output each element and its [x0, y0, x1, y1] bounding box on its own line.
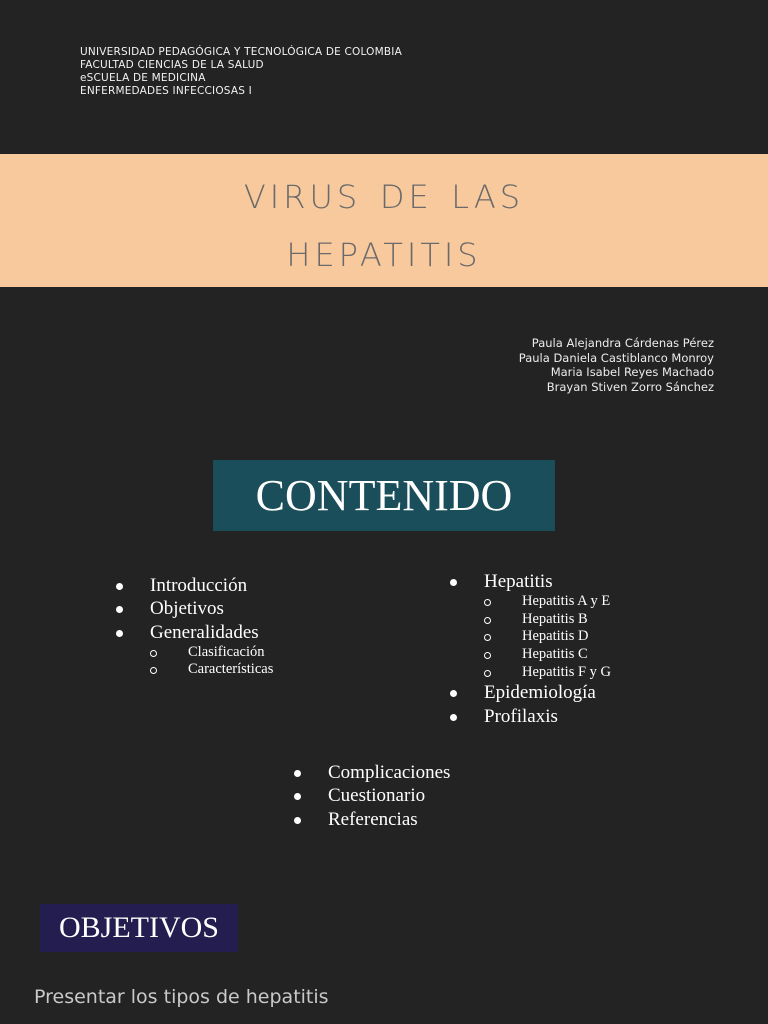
hepatitis-sublist: [484, 593, 611, 681]
author-name: Paula Alejandra Cárdenas Pérez: [531, 336, 714, 350]
toc-sub-hepatitis-b: Hepatitis B: [484, 611, 611, 629]
institution-line: UNIVERSIDAD PEDAGÓGICA Y TECNOLÓGICA DE COLOMBIA: [80, 46, 402, 58]
toc-sub-hepatitis-f-g: Hepatitis F y G: [484, 664, 611, 682]
toc-item-introduccion: Introducción: [116, 574, 273, 597]
institution-line: ENFERMEDADES INFECCIOSAS I: [80, 85, 252, 97]
toc-item-objetivos: Objetivos: [116, 597, 273, 620]
institution-header: [80, 46, 402, 98]
toc-sub-caracteristicas: Características: [150, 661, 273, 679]
title-band: [0, 154, 768, 287]
toc-right-column: [450, 570, 611, 728]
toc-item-generalidades: [116, 621, 273, 644]
toc-left-column: [116, 574, 273, 679]
toc-sub-hepatitis-a-e: Hepatitis A y E: [484, 593, 611, 611]
institution-line: eSCUELA DE MEDICINA: [80, 72, 206, 84]
toc-item-complicaciones: Complicaciones: [294, 761, 450, 784]
institution-line: FACULTAD CIENCIAS DE LA SALUD: [80, 59, 264, 71]
toc-sub-clasificacion: Clasificación: [150, 644, 273, 662]
toc-item-label: Generalidades: [150, 621, 259, 643]
objetivos-heading: OBJETIVOS: [40, 904, 238, 952]
generalidades-sublist: [150, 644, 273, 679]
page-title-line-1: virus de las: [243, 164, 525, 219]
toc-item-epidemiologia: Epidemiología: [450, 681, 611, 704]
authors-list: [519, 336, 714, 395]
page-title-line-2: hepatitis: [286, 222, 482, 277]
contenido-heading: CONTENIDO: [213, 460, 555, 531]
toc-item-referencias: Referencias: [294, 808, 450, 831]
toc-item-cuestionario: Cuestionario: [294, 784, 450, 807]
toc-sub-hepatitis-d: Hepatitis D: [484, 628, 611, 646]
objective-text: Presentar los tipos de hepatitis: [34, 986, 329, 1008]
toc-bottom-column: [294, 761, 450, 831]
author-name: Brayan Stiven Zorro Sánchez: [546, 380, 714, 395]
author-name: Maria Isabel Reyes Machado: [550, 365, 714, 380]
toc-item-profilaxis: Profilaxis: [450, 705, 611, 728]
toc-item-hepatitis: Hepatitis: [450, 570, 611, 593]
toc-sub-hepatitis-c: Hepatitis C: [484, 646, 611, 664]
author-name: Paula Daniela Castiblanco Monroy: [518, 350, 714, 365]
